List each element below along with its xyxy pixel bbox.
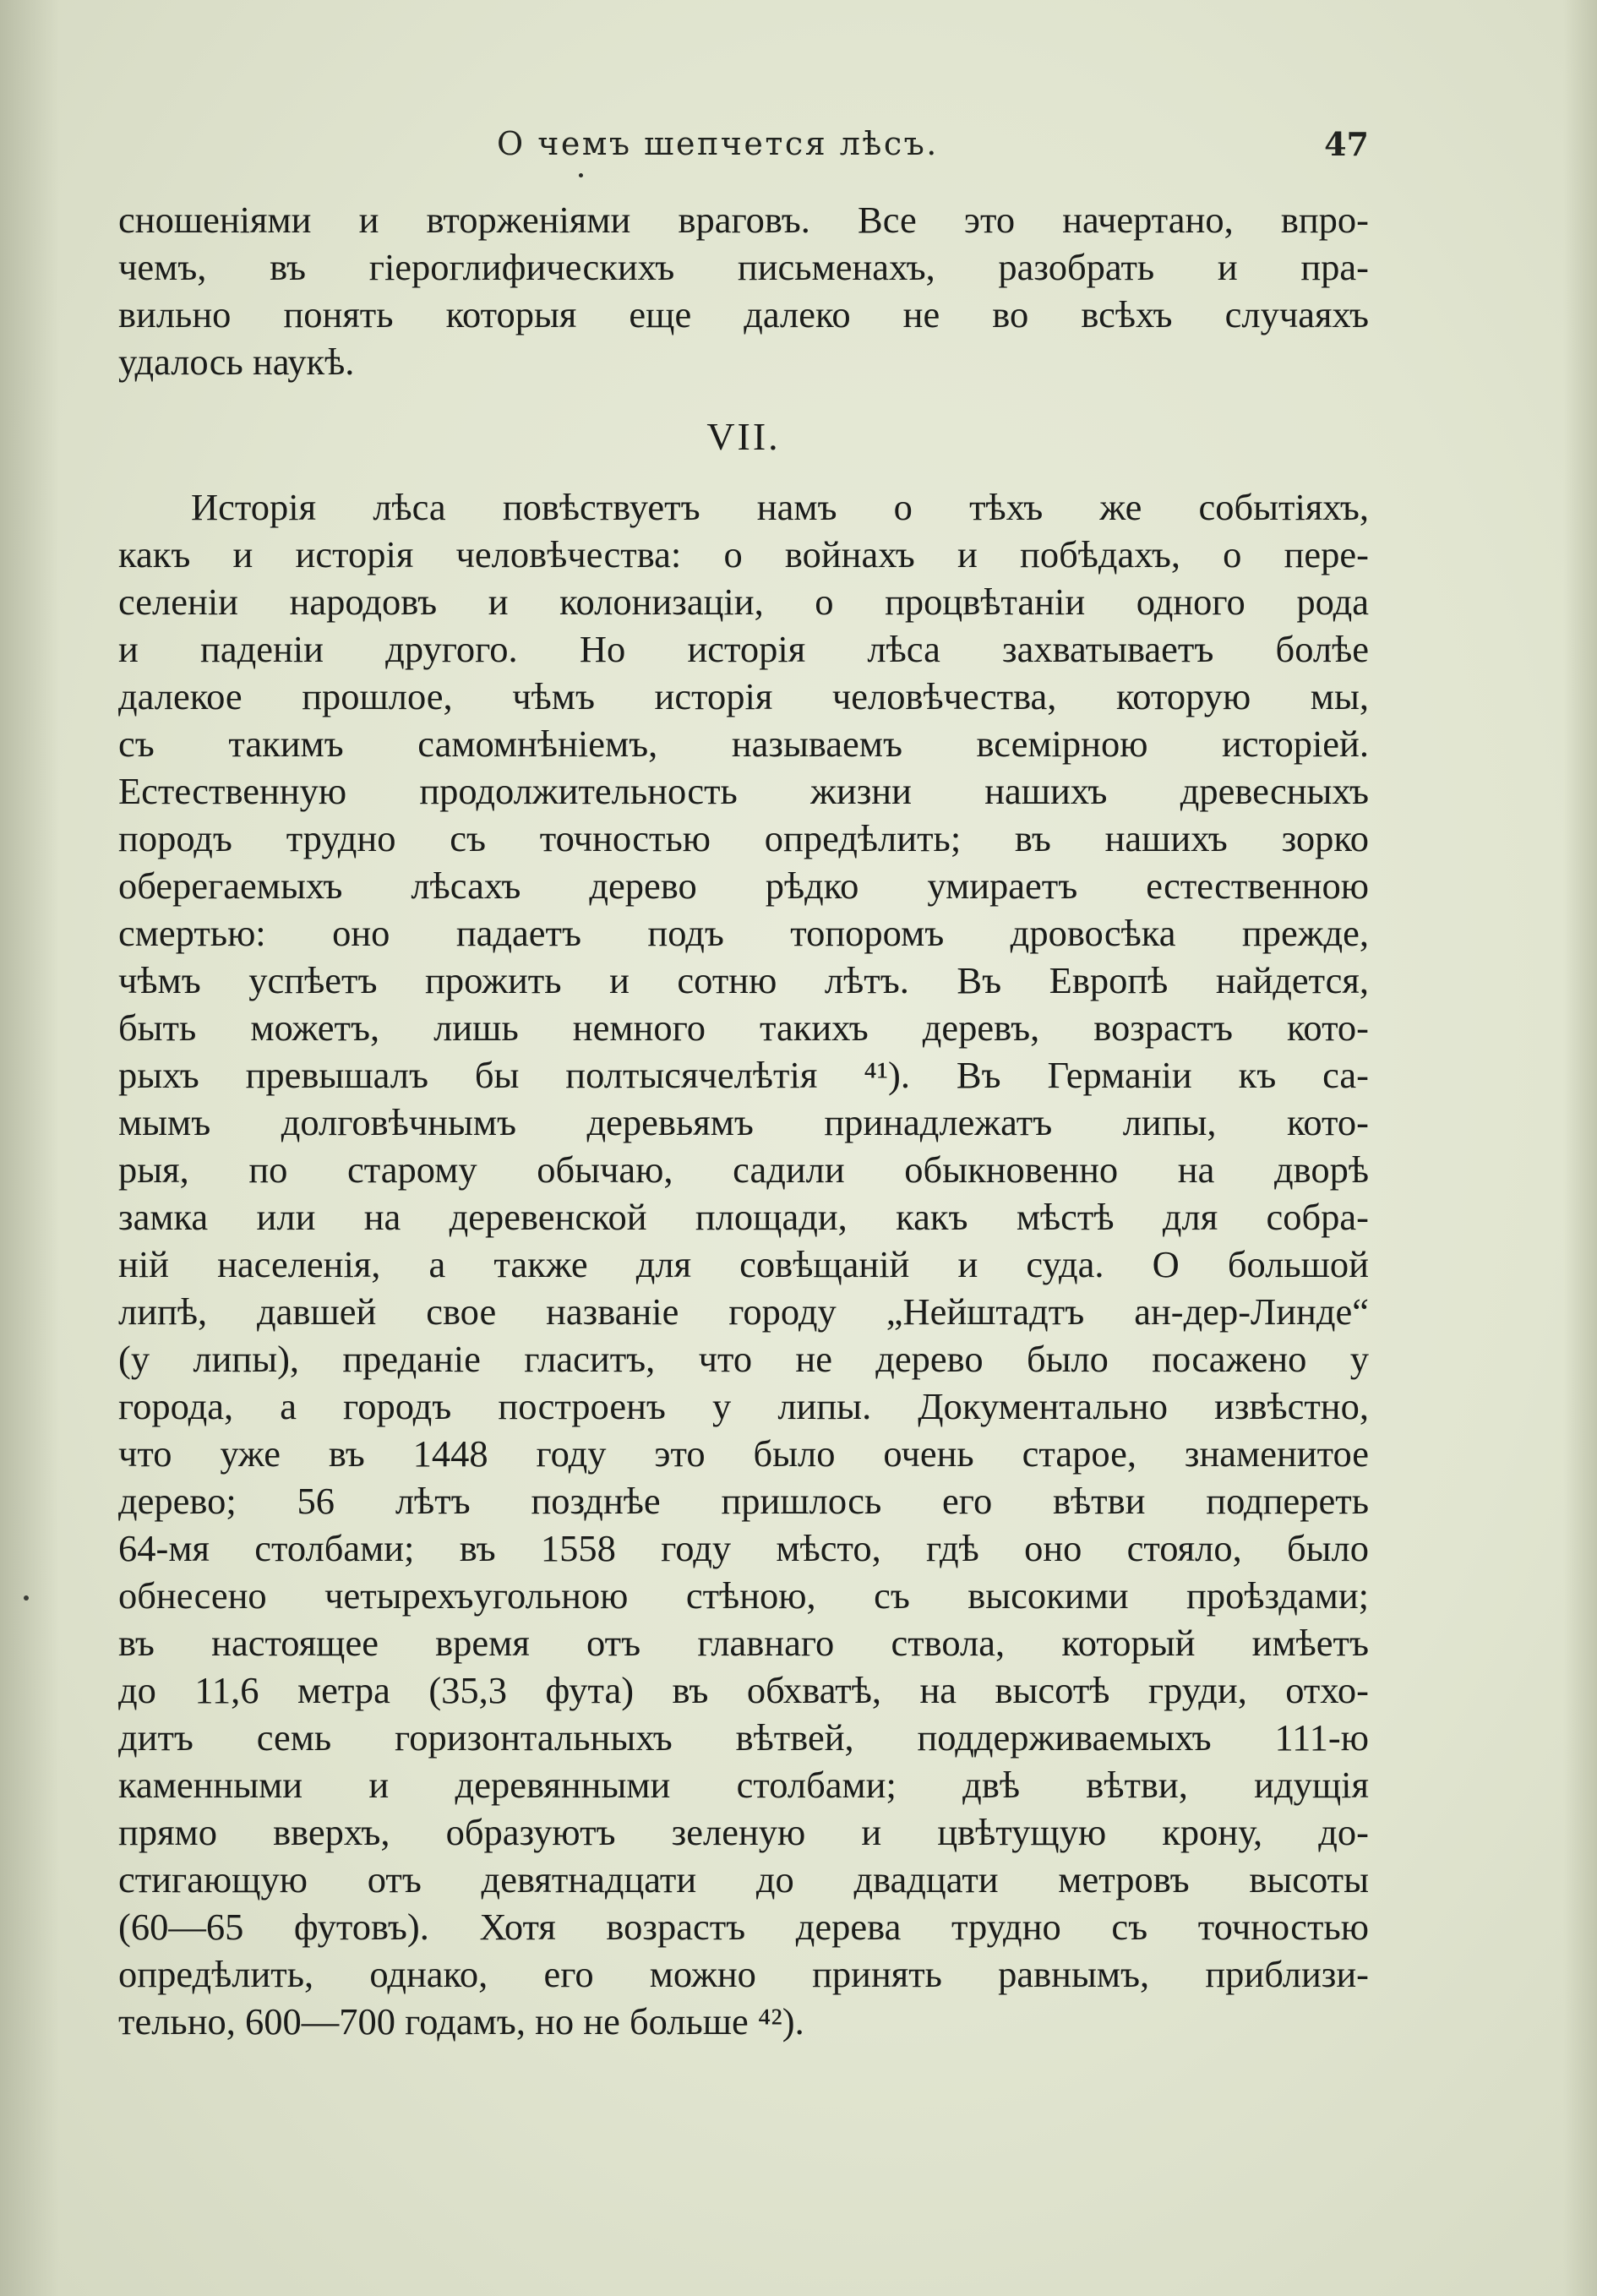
text-line: какъ и исторія человѣчества: о войнахъ и побѣдахъ, о пере-	[118, 533, 1369, 575]
page-number: 47	[1324, 125, 1369, 163]
text-line: рыхъ превышалъ бы полтысячелѣтія ⁴¹). Въ Германіи къ са-	[118, 1054, 1369, 1096]
text-line: сношеніями и вторженіями враговъ. Все это начертано, впро-	[118, 199, 1369, 241]
text-line: породъ трудно съ точностью опредѣлить; въ нашихъ зорко	[118, 817, 1369, 859]
text-line: липѣ, давшей свое названіе городу „Нейштадтъ ан-дер-Линде“	[118, 1290, 1369, 1333]
text-line: стигающую отъ девятнадцати до двадцати метровъ высоты	[118, 1858, 1369, 1901]
text-line: въ настоящее время отъ главнаго ствола, который имѣетъ	[118, 1622, 1369, 1664]
text-line: тельно, 600—700 годамъ, но не больше ⁴²).	[118, 2000, 804, 2042]
text-line: (60—65 футовъ). Хотя возрастъ дерева трудно съ точностью	[118, 1906, 1369, 1948]
text-line: (у липы), преданіе гласитъ, что не дерево было посажено у	[118, 1338, 1369, 1380]
text-line: замка или на деревенской площади, какъ мѣстѣ для собра-	[118, 1196, 1369, 1238]
text-line: селеніи народовъ и колонизаціи, о процвѣтаніи одного рода	[118, 581, 1369, 623]
text-line: вильно понять которыя еще далеко не во всѣхъ случаяхъ	[118, 293, 1369, 335]
text-line: до 11,6 метра (35,3 фута) въ обхватѣ, на высотѣ груди, отхо-	[118, 1669, 1369, 1711]
text-line: смертью: оно падаетъ подъ топоромъ дровосѣка прежде,	[118, 912, 1369, 954]
text-line: удалось наукѣ.	[118, 341, 355, 383]
text-line: каменными и деревянными столбами; двѣ вѣтви, идущія	[118, 1764, 1369, 1806]
text-line: ній населенія, а также для совѣщаній и суда. О большой	[118, 1243, 1369, 1285]
text-line: чѣмъ успѣетъ прожить и сотню лѣтъ. Въ Европѣ найдется,	[118, 959, 1369, 1001]
text-line: Естественную продолжительность жизни нашихъ древесныхъ	[118, 770, 1369, 812]
text-line: чемъ, въ гіероглифическихъ письменахъ, разобрать и пра-	[118, 246, 1369, 288]
text-line: города, а городъ построенъ у липы. Документально извѣстно,	[118, 1385, 1369, 1427]
text-line: рыя, по старому обычаю, садили обыкновенно на дворѣ	[118, 1148, 1369, 1191]
print-speck	[579, 173, 583, 177]
text-line: что уже въ 1448 году это было очень старое, знаменитое	[118, 1432, 1369, 1475]
running-title: О чемъ шепчется лѣсъ.	[497, 125, 939, 162]
text-line: опредѣлить, однако, его можно принять равнымъ, приблизи-	[118, 1953, 1369, 1995]
paper-speck	[24, 1595, 29, 1601]
text-line: и паденіи другого. Но исторія лѣса захватываетъ болѣе	[118, 628, 1369, 670]
text-line: дерево; 56 лѣтъ позднѣе пришлось его вѣтви подпереть	[118, 1480, 1369, 1522]
text-line: Исторія лѣса повѣствуетъ намъ о тѣхъ же событіяхъ,	[191, 486, 1369, 528]
text-line: быть можетъ, лишь немного такихъ деревъ, возрастъ кото-	[118, 1006, 1369, 1049]
page-header	[118, 125, 1369, 176]
text-line: мымъ долговѣчнымъ деревьямъ принадлежатъ липы, кото-	[118, 1101, 1369, 1143]
text-line: оберегаемыхъ лѣсахъ дерево рѣдко умираетъ естественною	[118, 864, 1369, 907]
text-line: 64-мя столбами; въ 1558 году мѣсто, гдѣ оно стояло, было	[118, 1527, 1369, 1569]
text-line: обнесено четырехъугольною стѣною, съ высокими проѣздами;	[118, 1574, 1369, 1617]
text-line: съ такимъ самомнѣніемъ, называемъ всемірною исторіей.	[118, 723, 1369, 765]
text-line: прямо вверхъ, образуютъ зеленую и цвѣтущую крону, до-	[118, 1811, 1369, 1853]
text-line: дитъ семь горизонтальныхъ вѣтвей, поддерживаемыхъ 111-ю	[118, 1716, 1369, 1759]
text-line: далекое прошлое, чѣмъ исторія человѣчества, которую мы,	[118, 675, 1369, 717]
section-heading: VII.	[706, 415, 781, 458]
